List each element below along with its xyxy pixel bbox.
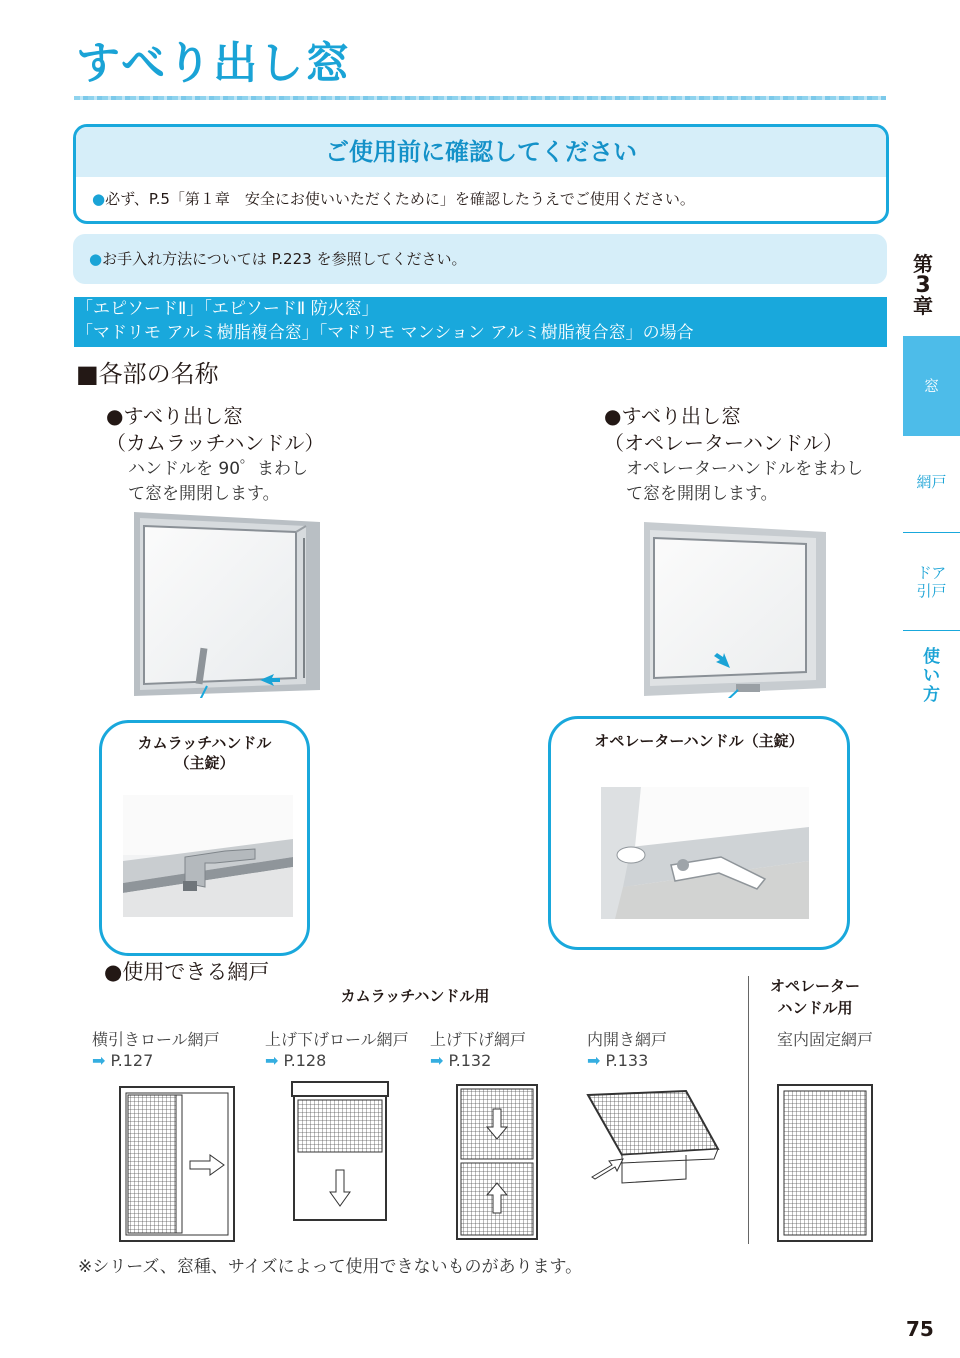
sidebar-item-label: い: [923, 666, 940, 686]
chapter-char: 第: [913, 252, 933, 276]
cam-latch-window-illustration: [120, 508, 330, 698]
right-window-subtitle: （オペレーターハンドル）: [604, 431, 843, 455]
care-body: お手入れ方法については P.223 を参照してください。: [102, 250, 467, 268]
screen-ref[interactable]: [430, 1050, 491, 1072]
series-line-2: 「マドリモ アルミ樹脂複合窓」「マドリモ マンション アルミ樹脂複合窓」の場合: [76, 323, 694, 343]
arrow-right-icon: ➡: [265, 1051, 279, 1070]
page-ref: P.128: [283, 1051, 327, 1070]
sidebar-item-label: 使: [923, 647, 940, 667]
sidebar-item-screen[interactable]: 網戸: [916, 473, 947, 491]
right-window-desc-2: て窓を開閉します。: [626, 484, 778, 504]
page-ref: P.127: [110, 1051, 154, 1070]
section-heading: ■各部の名称: [76, 360, 219, 388]
operator-group-label: [760, 975, 870, 1019]
arrow-right-icon: ➡: [430, 1051, 444, 1070]
screen-name: 内開き網戸: [587, 1030, 668, 1049]
screen-ref[interactable]: [265, 1050, 326, 1072]
callout-label: カムラッチハンドル: [137, 734, 272, 752]
bullet: ●: [89, 250, 103, 268]
right-window-title: ●すべり出し窓: [604, 404, 742, 428]
left-window-title: ●すべり出し窓: [106, 404, 244, 428]
screen-name: 横引きロール網戸: [92, 1030, 220, 1049]
page-title: すべり出し窓: [76, 38, 352, 89]
sliding-up-down-screen-icon: [455, 1083, 539, 1241]
series-band: [74, 297, 887, 347]
chapter-label: [903, 254, 943, 317]
cam-latch-handle-photo: [123, 795, 293, 917]
caution-box: [73, 124, 889, 224]
screen-name: 上げ下げロール網戸: [265, 1030, 409, 1049]
vertical-roll-screen-icon: [290, 1080, 390, 1222]
sidebar-item-window[interactable]: 窓: [903, 336, 960, 436]
sidebar-divider: [903, 630, 960, 631]
arrow-right-icon: ➡: [587, 1051, 601, 1070]
caution-heading: ご使用前に確認してください: [76, 127, 886, 177]
sidebar-item-door[interactable]: [903, 564, 960, 600]
page-number: 75: [906, 1317, 934, 1341]
screen-name: 室内固定網戸: [777, 1030, 874, 1049]
page-ref: P.133: [605, 1051, 649, 1070]
page-ref: P.132: [448, 1051, 492, 1070]
screens-heading: ●使用できる網戸: [104, 960, 270, 984]
left-window-subtitle: （カムラッチハンドル）: [106, 431, 325, 455]
series-line-1: 「エピソードⅡ」「エピソードⅡ 防火窓」: [76, 299, 379, 319]
screen-name: 上げ下げ網戸: [430, 1030, 527, 1049]
care-text: [89, 247, 466, 271]
operator-window-illustration: [640, 518, 830, 698]
caution-body: 必ず、P.5「第１章 安全にお使いいただくために」を確認したうえでご使用ください。: [105, 190, 695, 208]
callout-label: （主錠）: [174, 754, 235, 772]
care-note: [73, 234, 887, 284]
cam-latch-callout: [99, 720, 310, 956]
sidebar-item-label: 引戸: [916, 582, 947, 600]
inward-opening-screen-icon: [582, 1085, 722, 1185]
sidebar-divider: [903, 532, 960, 533]
callout-label: オペレーターハンドル（主錠）: [594, 732, 804, 750]
cam-latch-group-label: カムラッチハンドル用: [340, 987, 490, 1005]
chapter-char: 章: [913, 294, 933, 318]
left-window-desc-2: て窓を開閉します。: [128, 484, 280, 504]
operator-callout: [548, 716, 850, 950]
side-roll-screen-icon: [118, 1085, 236, 1243]
sidebar-item-usage[interactable]: [903, 648, 960, 705]
sidebar-item-label: ドア: [916, 564, 947, 582]
footnote: ※シリーズ、窓種、サイズによって使用できないものがあります。: [78, 1257, 583, 1277]
group-label-line: オペレーター: [769, 977, 860, 995]
title-rule: [74, 96, 886, 100]
chapter-number: 3: [915, 273, 931, 298]
arrow-right-icon: ➡: [92, 1051, 106, 1070]
group-divider: [748, 976, 749, 1244]
operator-handle-photo: [601, 787, 809, 919]
right-window-desc-1: オペレーターハンドルをまわし: [626, 459, 864, 479]
screen-ref[interactable]: [92, 1050, 153, 1072]
left-window-desc-1: ハンドルを 90゜まわし: [128, 459, 309, 479]
fixed-indoor-screen-icon: [776, 1083, 874, 1243]
caution-text: [92, 187, 695, 211]
bullet: ●: [92, 190, 106, 208]
group-label-line: ハンドル用: [777, 999, 853, 1017]
screen-ref[interactable]: [587, 1050, 648, 1072]
sidebar-item-label: 方: [923, 685, 940, 705]
